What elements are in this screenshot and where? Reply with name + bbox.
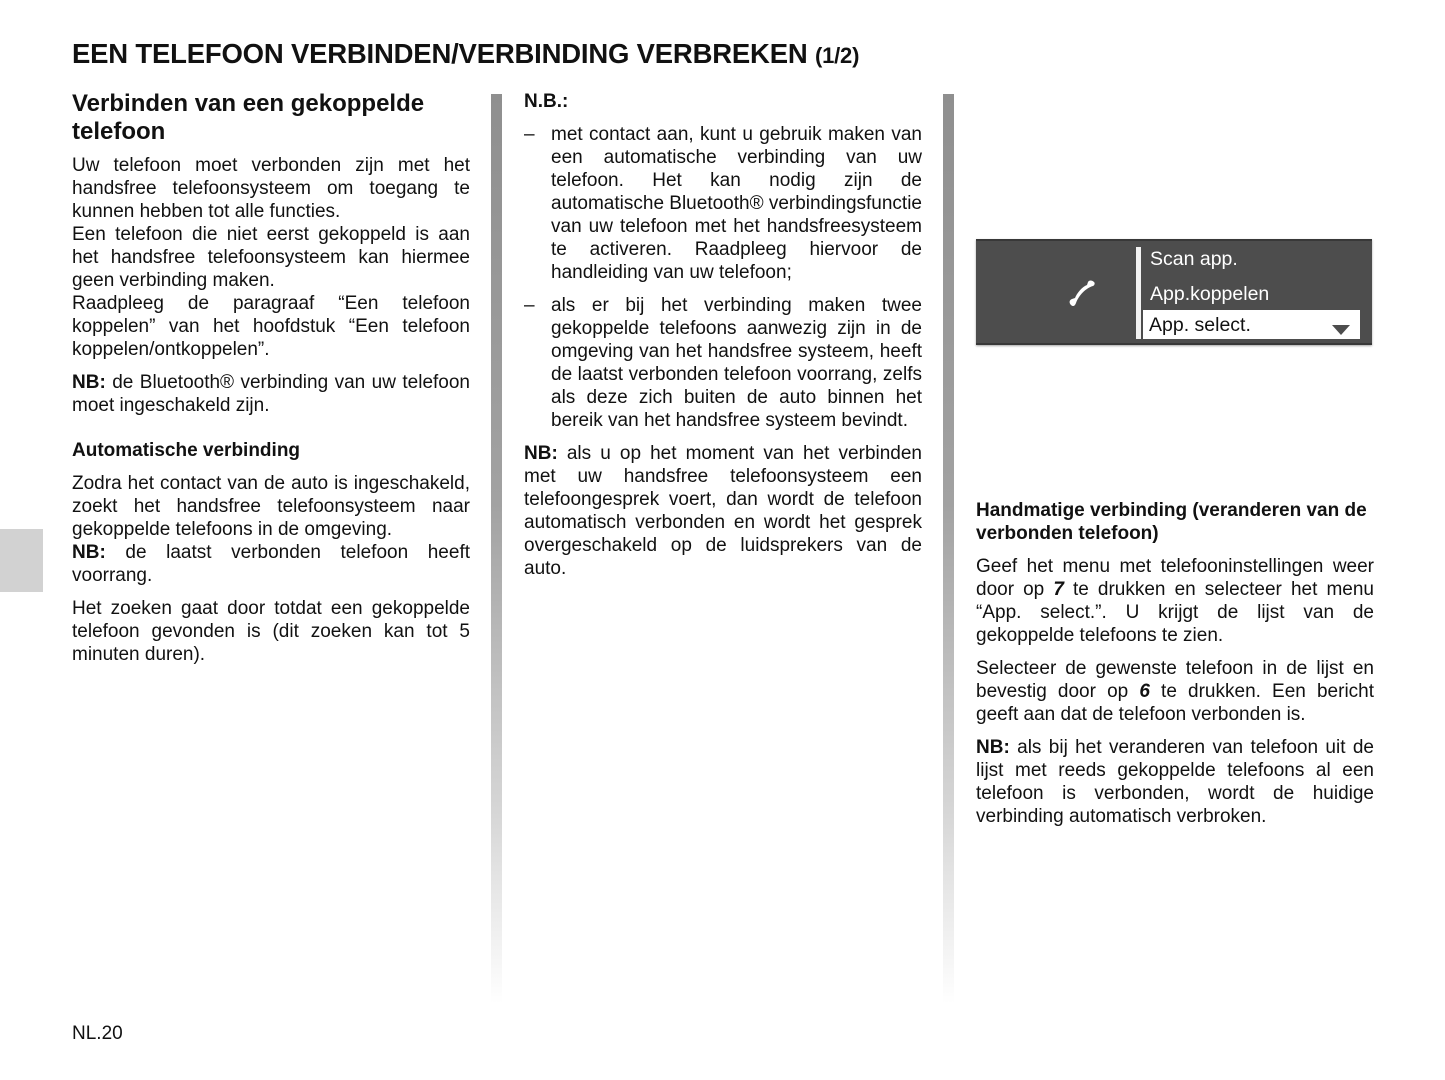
- page-number: NL.20: [72, 1023, 123, 1044]
- menu-selected-label: App. select.: [1149, 314, 1251, 336]
- phone-handset-icon: [1064, 277, 1098, 311]
- menu-item-app-select-selected[interactable]: [1143, 310, 1360, 339]
- note: [72, 541, 470, 587]
- subheading-automatic-connection: Automatische verbinding: [72, 440, 301, 461]
- display-menu: [1143, 241, 1372, 343]
- paragraph: Een telefoon die niet eerst gekoppeld is aan het handsfree telefoonsysteem kan hiermee geen verbinding maken.: [72, 224, 470, 291]
- subheading-manual-connection: Handmatige verbinding (veranderen van de verbonden telefoon): [976, 500, 1367, 544]
- note-text: de Bluetooth® verbinding van uw telefoon moet ingeschakeld zijn.: [72, 372, 470, 416]
- page-title-text: EEN TELEFOON VERBINDEN/VERBINDING VERBREKEN: [72, 38, 808, 69]
- nb-heading: N.B.:: [524, 91, 569, 112]
- key-number: 6: [1139, 681, 1150, 702]
- page-title: [72, 38, 859, 70]
- list-item-text: met contact aan, kunt u gebruik maken van een automatische verbinding van uw telefoon. Het kan nodig zijn de automatische Bluetooth® verbindingsfunctie van uw telefoon met het handsfreesysteem te activeren. Raadpleeg hiervoor de handleiding van uw telefoon;: [551, 124, 923, 283]
- note: [976, 736, 1374, 828]
- note-label: NB:: [976, 737, 1010, 758]
- note: [72, 371, 470, 417]
- paragraph: Zodra het contact van de auto is ingeschakeld, zoekt het handsfree telefoonsysteem naar gekoppelde telefoons in de omgeving.: [72, 473, 470, 540]
- column-divider-right: [943, 94, 954, 1004]
- left-column: [72, 90, 470, 676]
- dash-bullet: –: [524, 295, 535, 316]
- paragraph-text: Selecteer de gewenste telefoon in de lijst en bevestig door op: [976, 658, 1374, 702]
- middle-column: [524, 90, 922, 590]
- page-title-suffix: (1/2): [814, 43, 860, 68]
- column-divider-left: [491, 94, 502, 1004]
- note-label: NB:: [72, 372, 106, 393]
- note-text: als bij het veranderen van telefoon uit de lijst met reeds gekoppelde telefoons al een telefoon is verbonden, wordt de huidige verbinding automatisch verbroken.: [976, 737, 1374, 827]
- paragraph: Het zoeken gaat door totdat een gekoppelde telefoon gevonden is (dit zoeken kan tot 5 minuten duren).: [72, 598, 470, 665]
- note: [524, 442, 922, 580]
- note-label: NB:: [524, 443, 558, 464]
- nb-list: [524, 123, 922, 432]
- key-number: 7: [1053, 579, 1064, 600]
- paragraph: Raadpleeg de paragraaf “Een telefoon koppelen” van het hoofdstuk “Een telefoon koppelen/ontkoppelen”.: [72, 293, 470, 360]
- paragraph: Uw telefoon moet verbonden zijn met het handsfree telefoonsysteem om toegang te kunnen hebben tot alle functies.: [72, 155, 470, 222]
- note-text: de laatst verbonden telefoon heeft voorrang.: [72, 542, 470, 586]
- paragraph-text: Geef het menu met telefooninstellingen weer door op: [976, 556, 1374, 600]
- list-item-text: als er bij het verbinding maken twee gekoppelde telefoons aanwezig zijn in de omgeving van het handsfree systeem, heeft de laatst verbonden telefoon voorrang, zelfs als deze zich buiten de auto binnen het bereik van het handsfree systeem bevindt.: [551, 295, 922, 431]
- paragraph: [976, 555, 1374, 647]
- list-item: [524, 123, 922, 284]
- menu-item-scan-app[interactable]: Scan app.: [1150, 248, 1238, 270]
- note-label: NB:: [72, 542, 106, 563]
- section-heading-connect: Verbinden van een gekoppelde telefoon: [72, 90, 425, 145]
- chapter-side-tab: [0, 529, 43, 592]
- paragraph-text: te drukken en selecteer het menu “App. select.”. U krijgt de lijst van de gekoppelde telefoons te zien.: [976, 579, 1374, 646]
- dash-bullet: –: [524, 124, 535, 145]
- menu-item-app-koppelen[interactable]: App.koppelen: [1150, 283, 1270, 305]
- list-item: [524, 294, 922, 432]
- note-text: als u op het moment van het verbinden met uw handsfree telefoonsysteem een telefoongesprek voert, dan wordt de telefoon automatisch verbonden en wordt het gesprek overgeschakeld op de luidsprekers van de auto.: [524, 443, 922, 579]
- right-column: [976, 499, 1374, 838]
- display-icon-area: [976, 241, 1136, 343]
- paragraph: [976, 657, 1374, 726]
- paragraph-text: te drukken. Een bericht geeft aan dat de telefoon verbonden is.: [976, 681, 1375, 725]
- phone-settings-display: [976, 239, 1372, 345]
- display-separator: [1136, 247, 1141, 339]
- chevron-down-icon: [1332, 325, 1350, 335]
